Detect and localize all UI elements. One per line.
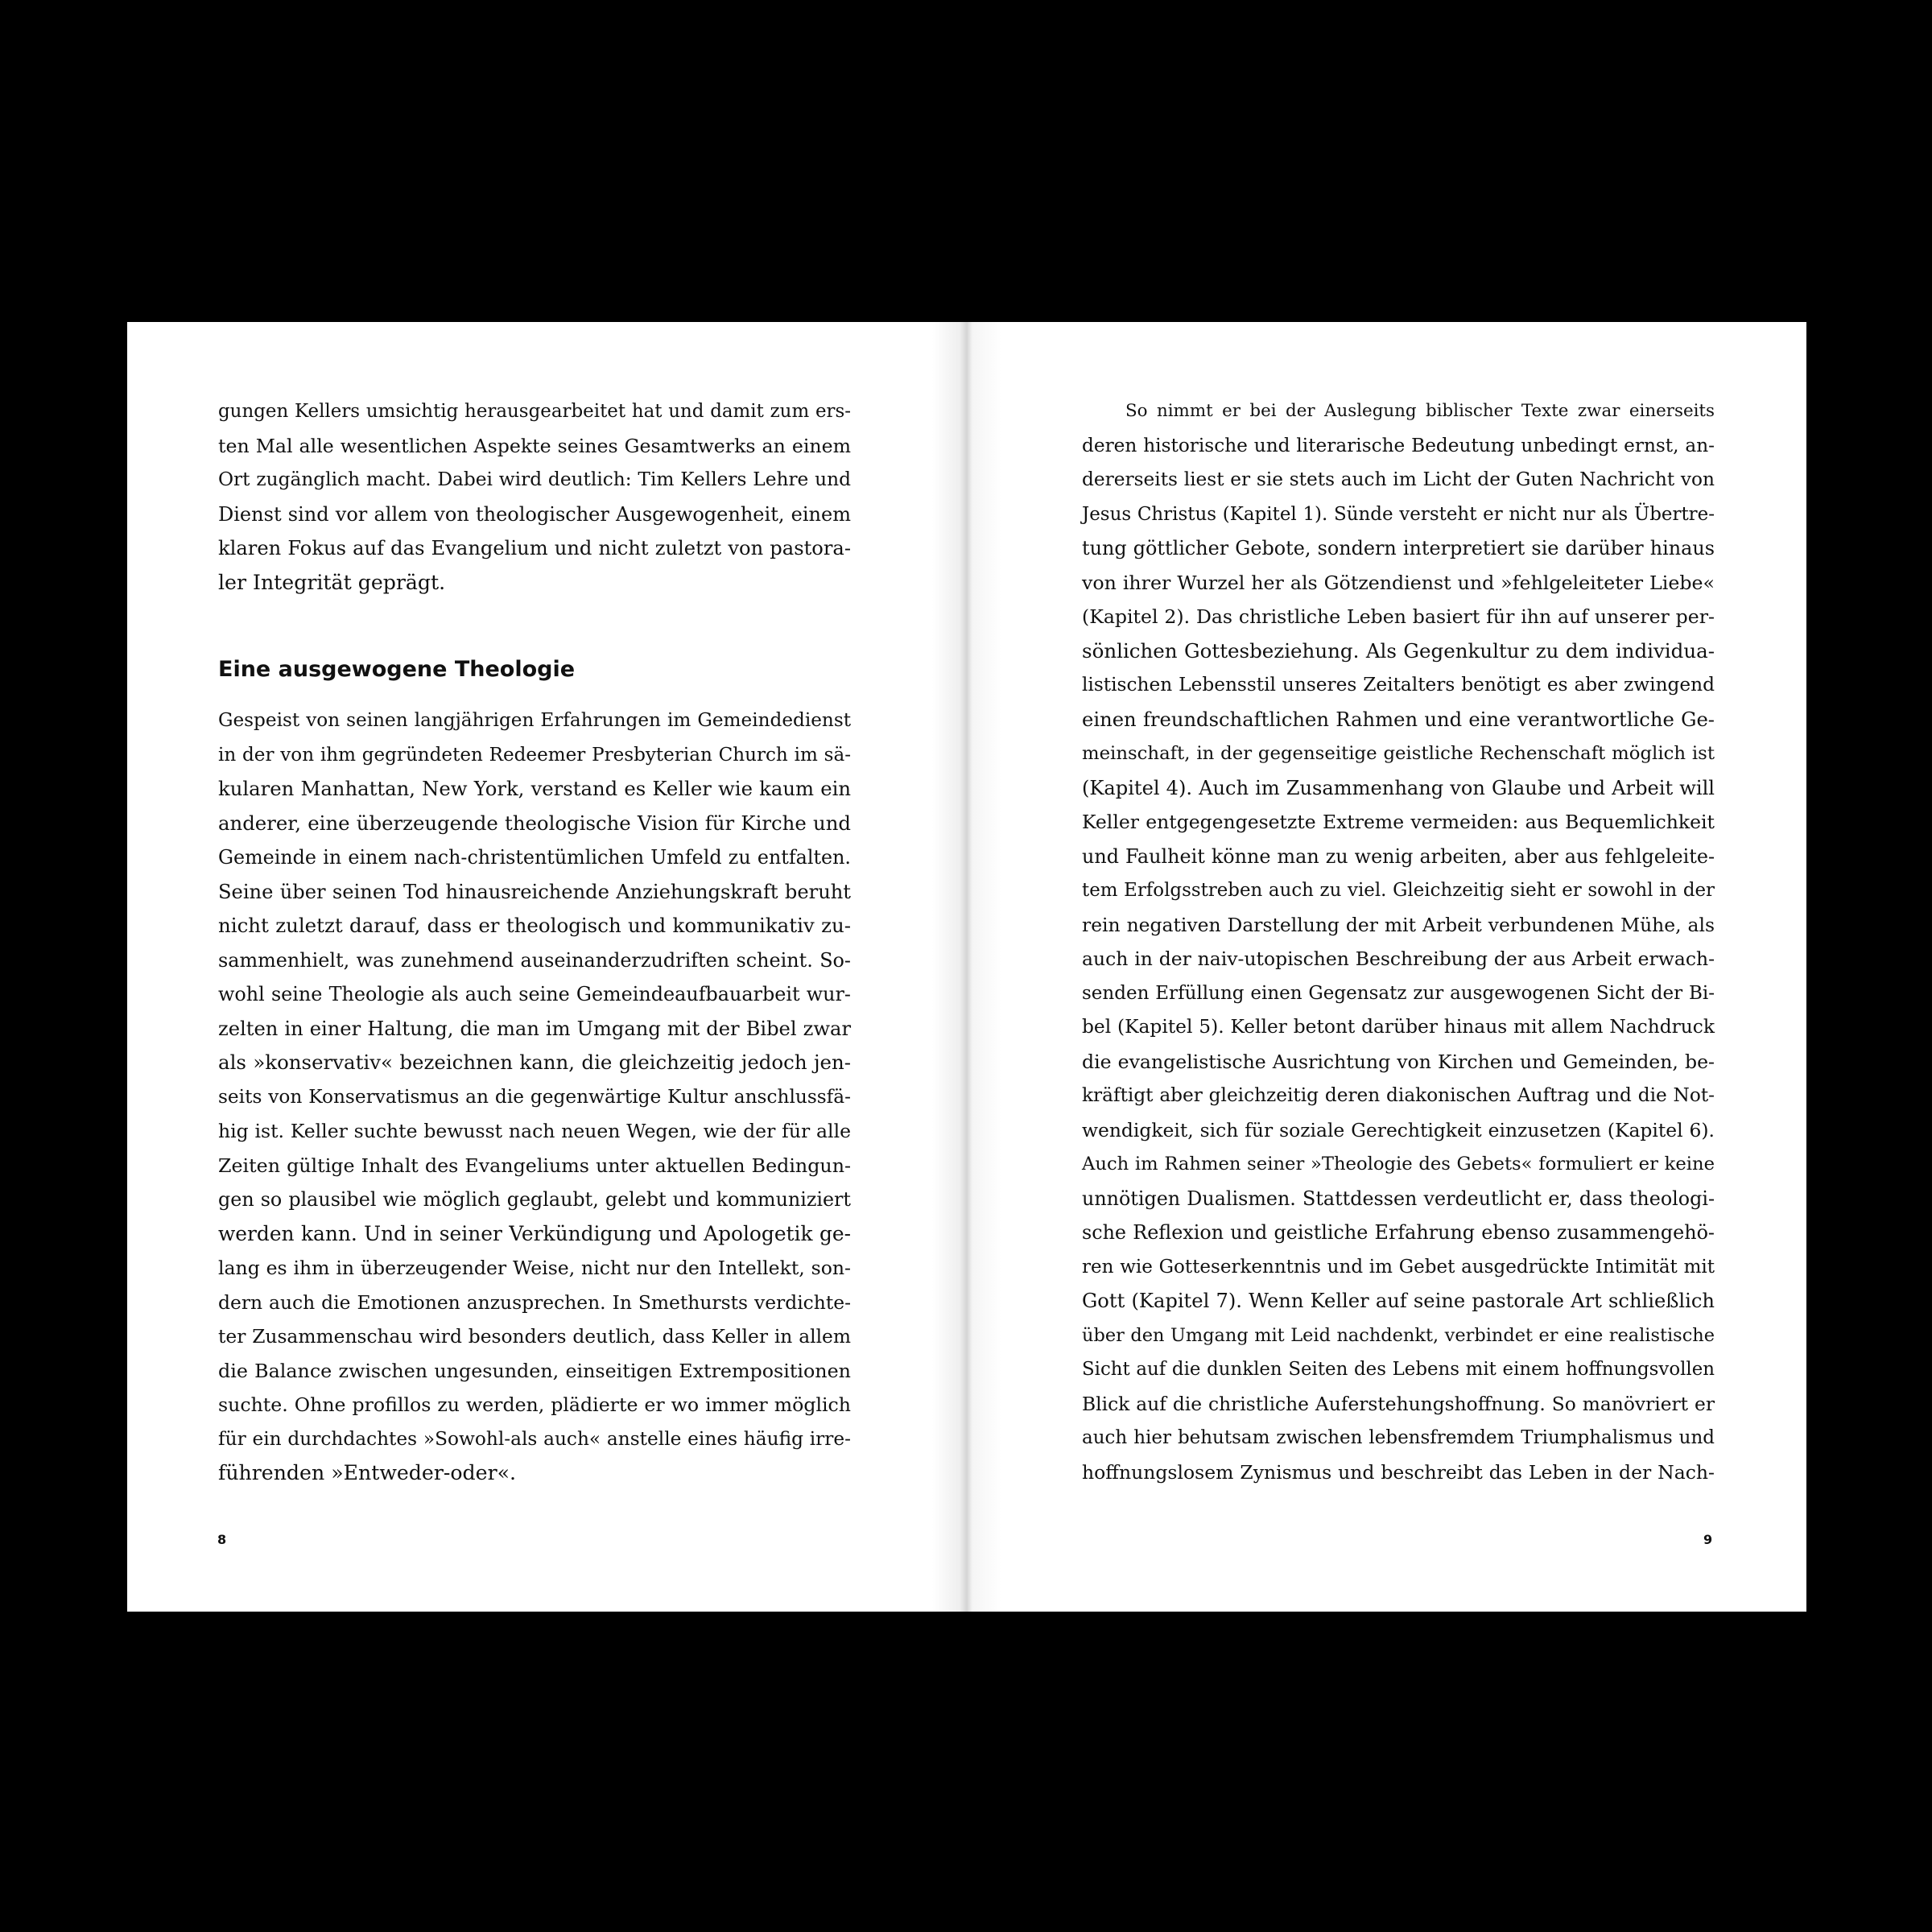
text-line: einen freundschaftlichen Rahmen und eine verantwortliche Ge- [1082,707,1715,731]
text-line: ler Integrität geprägt. [218,570,446,594]
text-line: Ort zugänglich macht. Dabei wird deutlich: Tim Kellers Lehre und [218,469,851,490]
text-line: werden kann. Und in seiner Verkündigung und Apologetik ge- [218,1221,851,1245]
text-line: Auch im Rahmen seiner »Theologie des Gebets« formuliert er keine [1082,1154,1715,1174]
text-line: von ihrer Wurzel her als Götzendienst und »fehlgeleiteter Liebe« [1082,571,1715,594]
text-line: Sicht auf die dunklen Seiten des Lebens mit einem hoffnungsvollen [1082,1359,1715,1380]
text-line: Gott (Kapitel 7). Wenn Keller auf seine pastorale Art schließlich [1082,1290,1715,1312]
text-line: führenden »Entweder-oder«. [218,1461,517,1484]
text-line: Blick auf die christliche Auferstehungshoffnung. So manövriert er [1082,1392,1715,1415]
text-line: Jesus Christus (Kapitel 1). Sünde versteht er nicht nur als Übertre- [1082,503,1715,525]
text-line: die Balance zwischen ungesunden, einseitigen Extrempositionen [218,1359,851,1382]
text-line: bel (Kapitel 5). Keller betont darüber hinaus mit allem Nachdruck [1082,1016,1715,1038]
text-line: zelten in einer Haltung, die man im Umgang mit der Bibel zwar [218,1017,851,1040]
text-line: auch hier behutsam zwischen lebensfremdem Triumphalismus und [1082,1427,1715,1448]
text-line: ten Mal alle wesentlichen Aspekte seines Gesamtwerks an einem [218,434,851,457]
text-line: kularen Manhattan, New York, verstand es Keller wie kaum ein [218,777,851,800]
section-heading: Eine ausgewogene Theologie [218,657,576,682]
text-line: gungen Kellers umsichtig herausgearbeitet hat und damit zum ers- [218,401,851,422]
text-line: klaren Fokus auf das Evangelium und nicht zuletzt von pastora- [218,537,851,559]
text-line: seits von Konservatismus an die gegenwärtige Kultur anschlussfä- [218,1085,851,1108]
text-line: lang es ihm in überzeugender Weise, nicht nur den Intellekt, son- [218,1257,851,1279]
text-line: sammenhielt, was zunehmend auseinanderzudriften scheint. So- [218,948,851,972]
page-number: 9 [1703,1532,1713,1547]
right-body-paragraph [1082,394,1715,1489]
text-line: Gespeist von seinen langjährigen Erfahrungen im Gemeindedienst [218,710,851,731]
text-line: als »konservativ« bezeichnen kann, die gleichzeitig jedoch jen- [218,1051,851,1074]
text-line: (Kapitel 4). Auch im Zusammenhang von Glaube und Arbeit will [1082,776,1715,799]
text-line: anderer, eine überzeugende theologische Vision für Kirche und [218,811,851,835]
text-line: tung göttlicher Gebote, sondern interpretiert sie darüber hinaus [1082,537,1715,559]
text-line: wohl seine Theologie als auch seine Gemeindeaufbauarbeit wur- [218,983,851,1005]
text-line: ter Zusammenschau wird besonders deutlich, dass Keller in allem [218,1325,851,1348]
left-page [127,322,967,1612]
text-line: dererseits liest er sie stets auch im Licht der Guten Nachricht von [1082,469,1715,490]
text-line: sche Reflexion und geistliche Erfahrung ebenso zusammengehö- [1082,1221,1715,1244]
text-line: Seine über seinen Tod hinausreichende Anziehungskraft beruht [218,880,851,903]
text-line: meinschaft, in der gegenseitige geistliche Rechenschaft möglich ist [1082,743,1715,764]
left-body-paragraph [218,704,851,1491]
text-line: die evangelistische Ausrichtung von Kirchen und Gemeinden, be- [1082,1050,1715,1073]
text-line: suchte. Ohne profillos zu werden, plädierte er wo immer möglich [218,1393,851,1416]
text-line: für ein durchdachtes »Sowohl-als auch« anstelle eines häufig irre- [218,1427,851,1450]
text-line: (Kapitel 2). Das christliche Leben basiert für ihn auf unserer per- [1082,605,1715,628]
left-top-paragraph [218,394,851,600]
text-line: rein negativen Darstellung der mit Arbeit verbundenen Mühe, als [1082,913,1715,936]
text-line: Zeiten gültige Inhalt des Evangeliums unter aktuellen Bedingun- [218,1154,851,1177]
text-line: hig ist. Keller suchte bewusst nach neuen Wegen, wie der für alle [218,1120,851,1142]
text-line: ren wie Gotteserkenntnis und im Gebet ausgedrückte Intimität mit [1082,1256,1715,1278]
text-line: dern auch die Emotionen anzusprechen. In Smethursts verdichte- [218,1290,851,1314]
text-line: auch in der naiv-utopischen Beschreibung der aus Arbeit erwach- [1082,947,1715,970]
text-line: nicht zuletzt darauf, dass er theologisch und kommunikativ zu- [218,914,851,937]
text-line: So nimmt er bei der Auslegung biblischer Texte zwar einerseits [1125,401,1715,421]
text-line: kräftigt aber gleichzeitig deren diakonischen Auftrag und die Not- [1082,1084,1715,1106]
text-line: sönlichen Gottesbeziehung. Als Gegenkultur zu dem individua- [1082,638,1715,663]
text-line: über den Umgang mit Leid nachdenkt, verbindet er eine realistische [1082,1324,1715,1346]
text-line: tem Erfolgsstreben auch zu viel. Gleichzeitig sieht er sowohl in der [1082,880,1715,901]
text-line: in der von ihm gegründeten Redeemer Presbyterian Church im sä- [218,744,851,766]
text-line: listischen Lebensstil unseres Zeitalters benötigt es aber zwingend [1082,674,1715,696]
book-spread [127,322,1806,1612]
text-line: hoffnungslosem Zynismus und beschreibt das Leben in der Nach- [1082,1460,1715,1484]
text-line: Dienst sind vor allem von theologischer Ausgewogenheit, einem [218,502,851,526]
text-line: senden Erfüllung einen Gegensatz zur ausgewogenen Sicht der Bi- [1082,982,1715,1004]
text-line: und Faulheit könne man zu wenig arbeiten, aber aus fehlgeleite- [1082,844,1715,868]
page-number: 8 [217,1532,227,1547]
gutter-fold [967,322,968,1612]
text-line: deren historische und literarische Bedeutung unbedingt ernst, an- [1082,434,1715,456]
text-line: wendigkeit, sich für soziale Gerechtigkeit einzusetzen (Kapitel 6). [1082,1118,1715,1141]
text-line: gen so plausibel wie möglich geglaubt, gelebt und kommuniziert [218,1188,851,1211]
text-line: unnötigen Dualismen. Stattdessen verdeutlicht er, dass theologi- [1082,1187,1715,1210]
text-line: Gemeinde in einem nach-christentümlichen Umfeld zu entfalten. [218,846,851,869]
text-line: Keller entgegengesetzte Extreme vermeiden: aus Bequemlichkeit [1082,811,1715,833]
